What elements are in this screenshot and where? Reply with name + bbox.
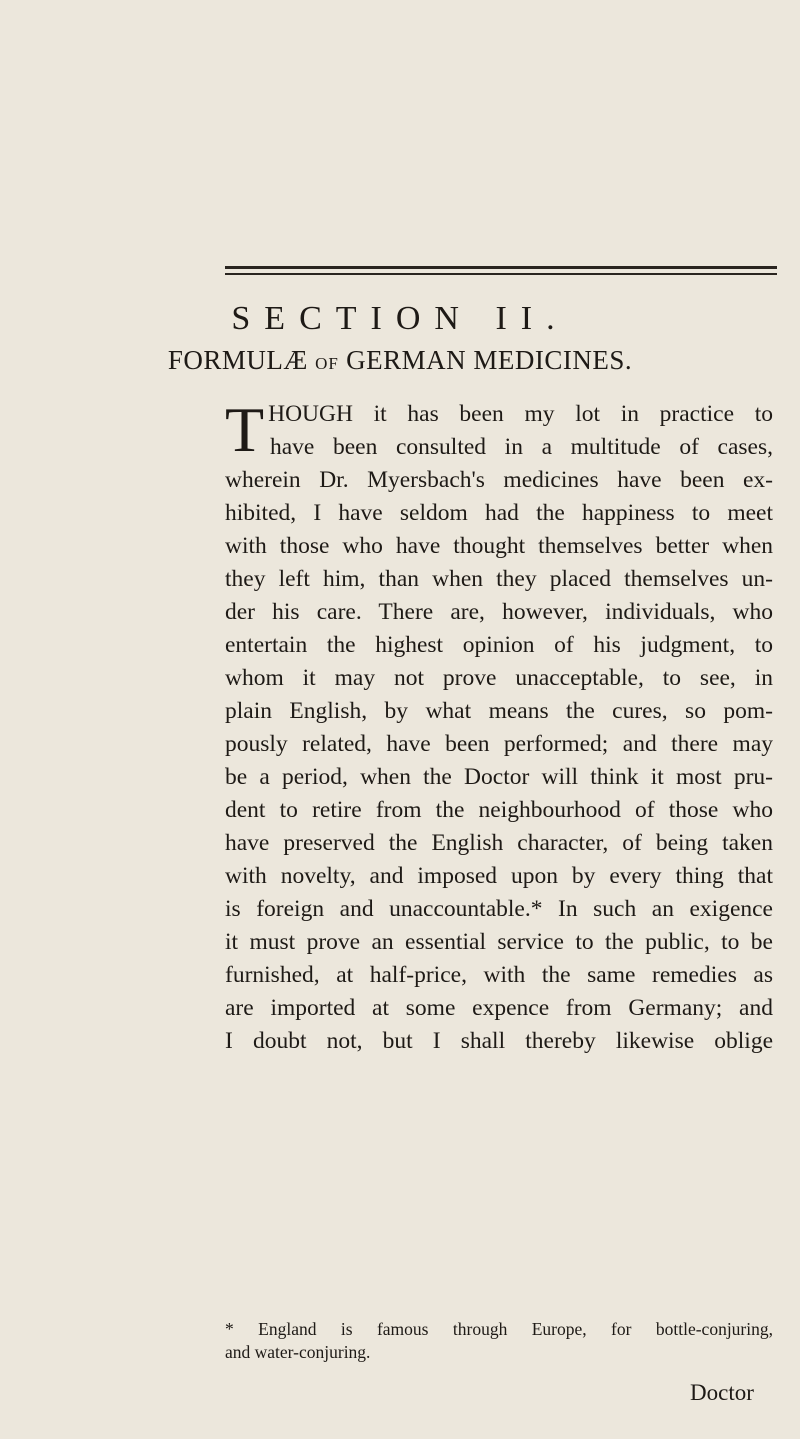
title-part-formulae: FORMULÆ [167, 345, 308, 375]
body-line: have been consulted in a multitude of cases, [270, 434, 773, 460]
drop-cap: T [225, 394, 265, 465]
body-lines [225, 431, 773, 1058]
body-line: be a period, when the Doctor will think it most pru- [225, 764, 773, 790]
body-line: dent to retire from the neighbourhood of those who [225, 797, 773, 823]
body-line: I doubt not, but I shall thereby likewise oblige [225, 1028, 773, 1054]
top-rule-thin [225, 273, 777, 275]
body-text [225, 394, 773, 1058]
body-line: it must prove an essential service to the public, to be [225, 929, 773, 955]
body-line: pously related, have been performed; and there may [225, 731, 773, 757]
page-title [0, 345, 800, 376]
body-line: is foreign and unaccountable.* In such an exigence [225, 896, 773, 922]
body-line: have preserved the English character, of being taken [225, 830, 773, 856]
body-line: der his care. There are, however, individuals, who [225, 599, 773, 625]
top-rule [225, 266, 777, 269]
section-heading: SECTION II. [231, 300, 569, 337]
footnote-line: * England is famous through Europe, for bottle-conjuring, [225, 1319, 773, 1339]
first-line-text: HOUGH it has been my lot in practice to [268, 401, 773, 427]
body-line: entertain the highest opinion of his judgment, to [225, 632, 773, 658]
catchword: Doctor [690, 1380, 754, 1405]
footnote-line: and water-conjuring. [225, 1342, 371, 1362]
body-line: plain English, by what means the cures, so pom- [225, 698, 773, 724]
body-line: wherein Dr. Myersbach's medicines have been ex- [225, 467, 773, 493]
title-part-of: OF [315, 354, 339, 373]
body-line: with novelty, and imposed upon by every thing that [225, 863, 773, 889]
title-part-german-medicines: GERMAN MEDICINES. [346, 345, 633, 375]
body-line: with those who have thought themselves better when [225, 533, 773, 559]
body-line: hibited, I have seldom had the happiness to meet [225, 500, 773, 526]
body-line: are imported at some expence from Germany; and [225, 995, 773, 1021]
footnote [225, 1318, 773, 1364]
body-line: they left him, than when they placed themselves un- [225, 566, 773, 592]
body-line: whom it may not prove unacceptable, to see, in [225, 665, 773, 691]
body-line: furnished, at half-price, with the same remedies as [225, 962, 773, 988]
